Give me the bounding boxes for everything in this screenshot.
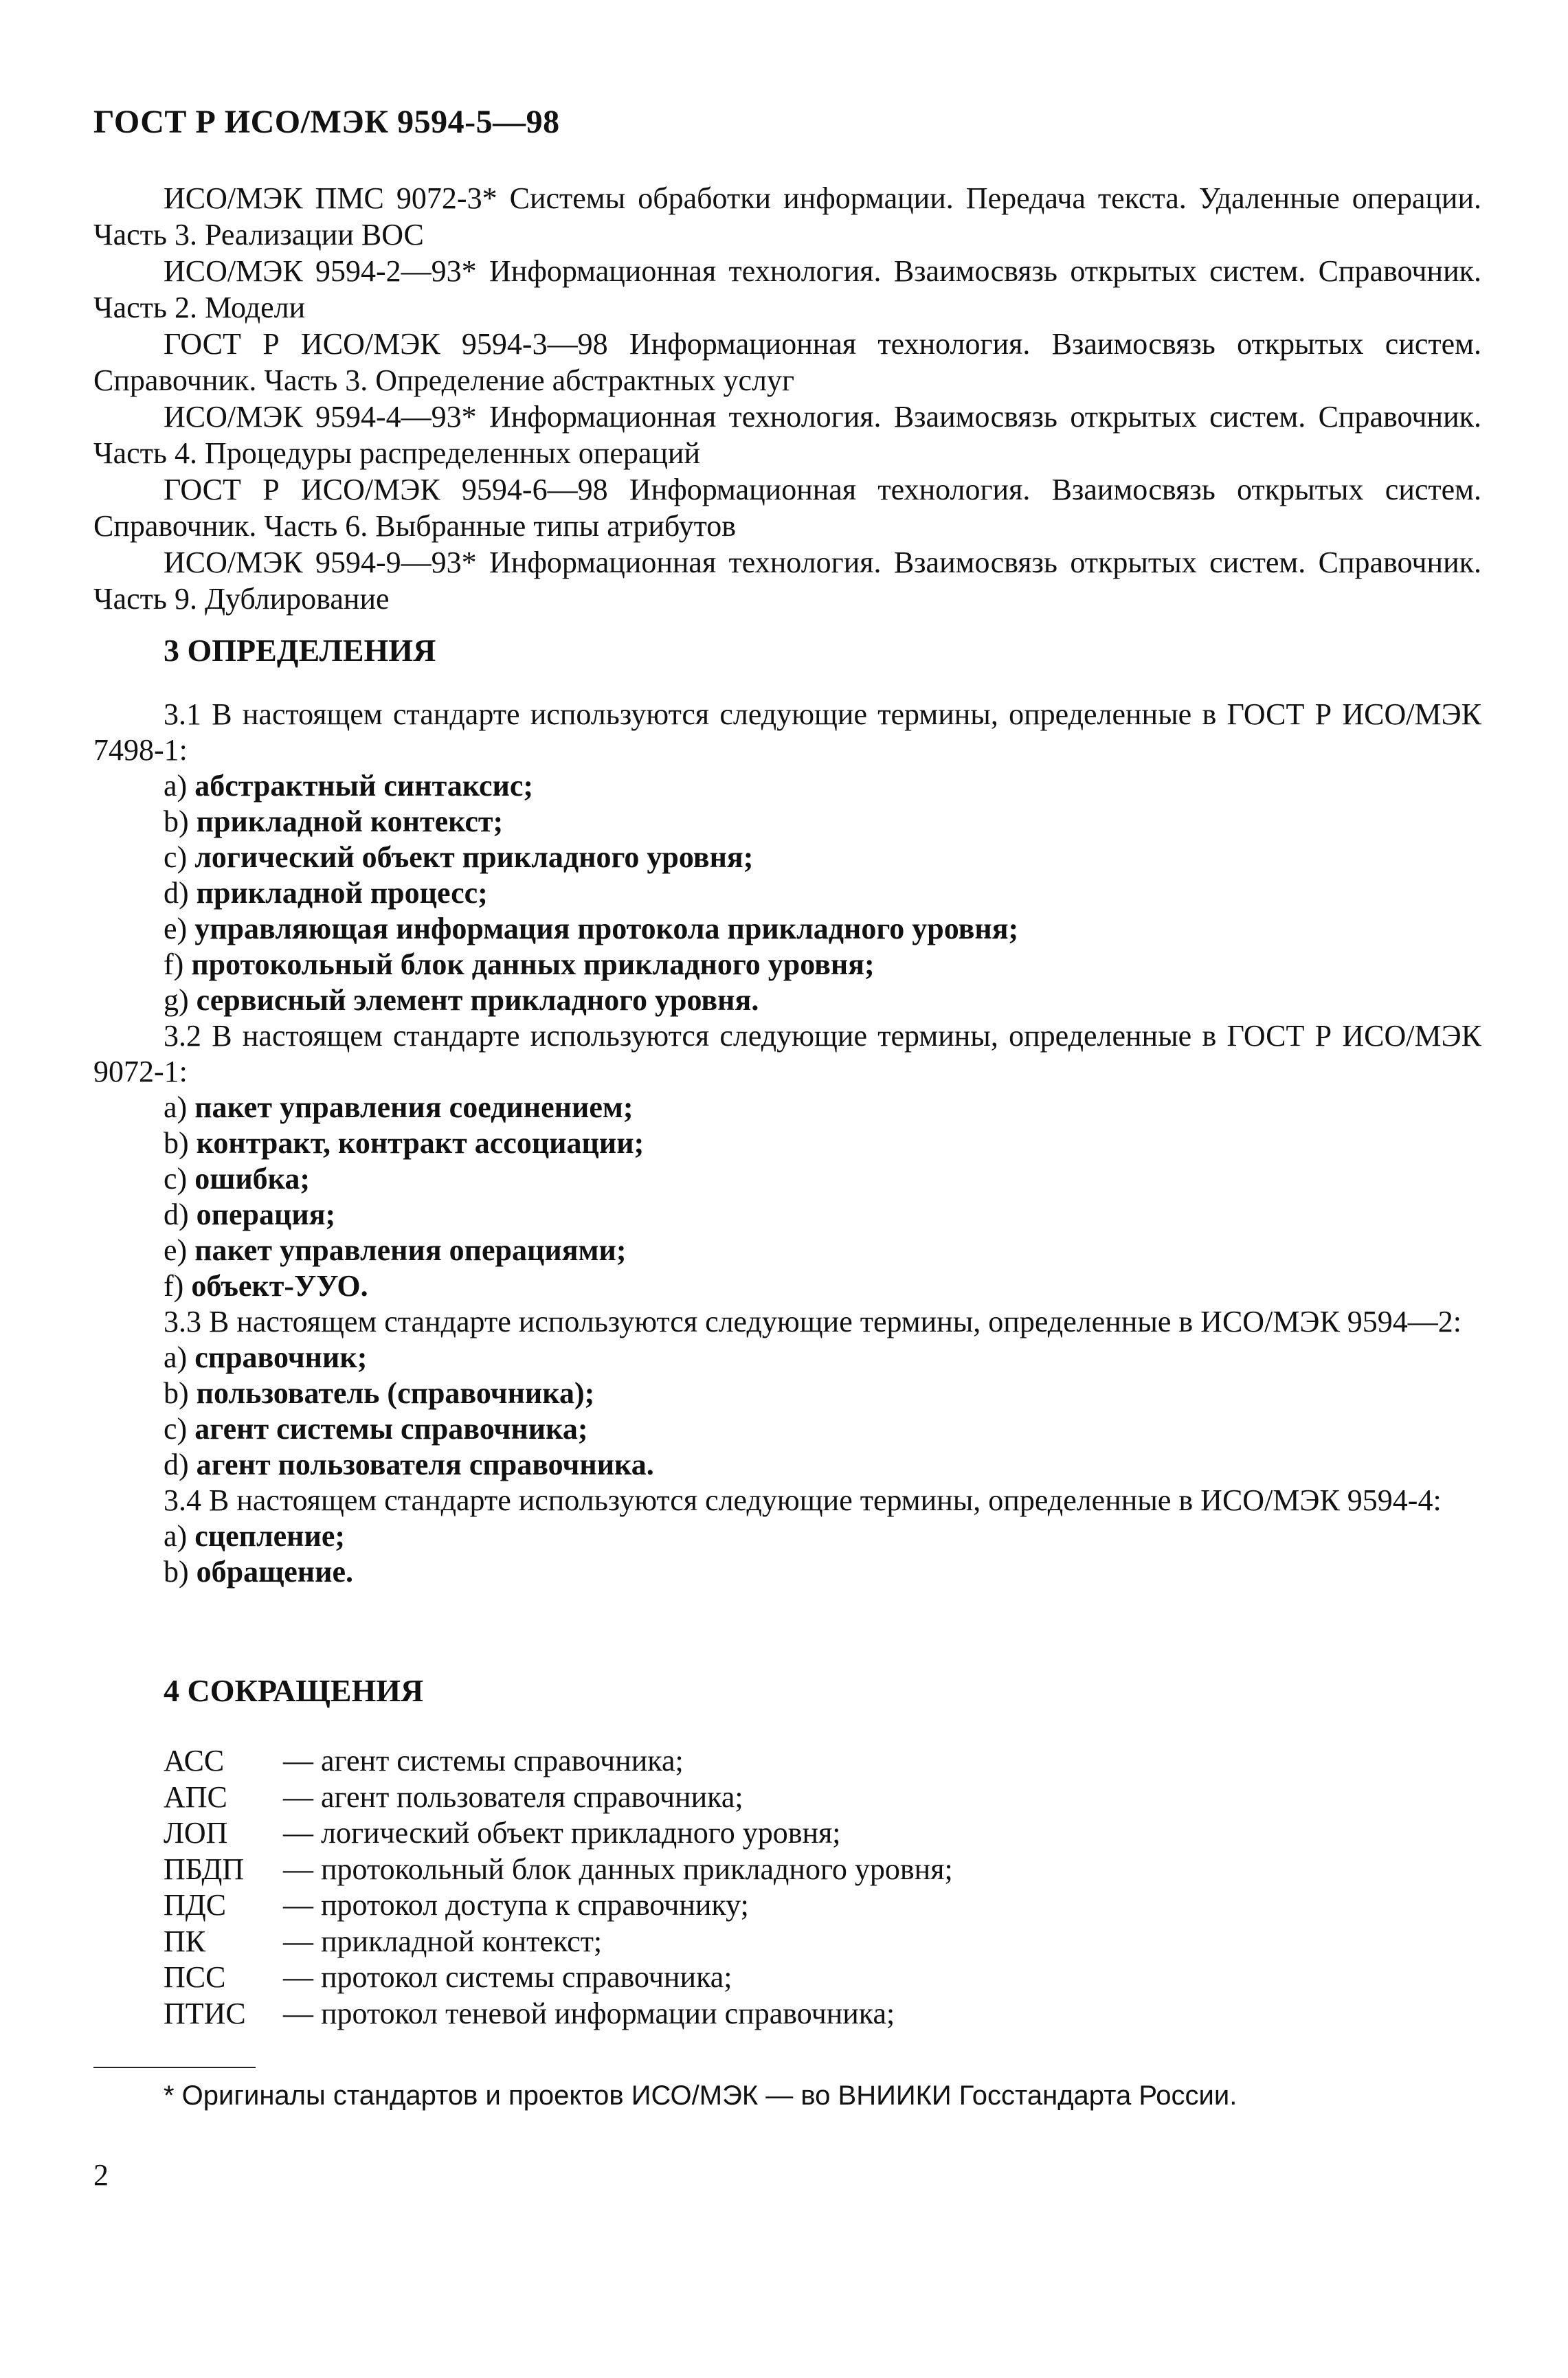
references-list [93, 180, 1481, 617]
term-text: ошибка; [194, 1162, 311, 1196]
abbreviation-text: — агент пользователя справочника; [283, 1780, 743, 1814]
clause-intro: 3.2 В настоящем стандарте используются следующие термины, определенные в ГОСТ Р ИСО/МЭК 9072-1: [93, 1019, 1481, 1088]
abbreviation-row [164, 1960, 953, 1996]
term-letter: b) [164, 805, 189, 838]
term-letter: b) [164, 1555, 189, 1589]
term-letter: b) [164, 1126, 189, 1160]
term-item [93, 840, 1481, 875]
abbreviation-row [164, 1815, 953, 1852]
abbreviation-row [164, 1780, 953, 1816]
term-item [93, 768, 1481, 804]
clause-intro: 3.1 В настоящем стандарте используются следующие термины, определенные в ГОСТ Р ИСО/МЭК 7498-1: [93, 697, 1481, 767]
term-item [93, 1554, 1481, 1590]
document-header: ГОСТ Р ИСО/МЭК 9594-5—98 [93, 104, 560, 140]
abbreviation-row [164, 1743, 953, 1780]
abbreviation-code: ПК [164, 1924, 206, 1958]
term-letter: c) [164, 840, 188, 874]
term-text: прикладной контекст; [196, 805, 504, 838]
term-letter: d) [164, 1448, 189, 1481]
term-item [93, 1340, 1481, 1376]
term-text: пользователь (справочника); [196, 1376, 595, 1410]
footnote-divider [93, 2067, 256, 2068]
term-letter: e) [164, 1233, 188, 1267]
abbreviation-code: АПС [164, 1780, 227, 1814]
definitions-block [93, 697, 1481, 1590]
term-item [93, 911, 1481, 947]
abbreviation-code: АСС [164, 1744, 225, 1777]
abbreviation-code: ЛОП [164, 1816, 228, 1850]
term-text: логический объект прикладного уровня; [194, 840, 754, 874]
term-text: абстрактный синтаксис; [194, 769, 534, 803]
term-item [93, 1197, 1481, 1233]
section-3-heading: 3 ОПРЕДЕЛЕНИЯ [164, 633, 436, 668]
term-item [93, 1125, 1481, 1161]
term-text: контракт, контракт ассоциации; [196, 1126, 645, 1160]
term-item [93, 1233, 1481, 1268]
abbreviation-row [164, 1852, 953, 1888]
abbreviation-code: ПТИС [164, 1996, 246, 2030]
term-letter: f) [164, 1269, 184, 1303]
reference-item: ГОСТ Р ИСО/МЭК 9594-3—98 Информационная технология. Взаимосвязь открытых систем. Справочник. Часть 3. Определение абстрактных услуг [93, 327, 1481, 397]
abbreviations-list [164, 1743, 953, 2032]
term-item [93, 1090, 1481, 1125]
abbreviation-text: — протокол системы справочника; [283, 1960, 732, 1994]
term-text: агент системы справочника; [194, 1412, 588, 1446]
abbreviation-code: ПБДП [164, 1852, 245, 1886]
footnote: * Оригиналы стандартов и проектов ИСО/МЭК — во ВНИИКИ Госстандарта России. [164, 2080, 1237, 2111]
abbreviation-text: — прикладной контекст; [283, 1924, 603, 1958]
clause-intro: 3.3 В настоящем стандарте используются следующие термины, определенные в ИСО/МЭК 9594—2: [164, 1305, 1462, 1338]
term-text: прикладной процесс; [196, 876, 488, 910]
term-letter: a) [164, 769, 188, 803]
term-item [93, 947, 1481, 983]
term-letter: d) [164, 876, 189, 910]
term-text: пакет управления соединением; [194, 1090, 634, 1124]
clause-intro: 3.4 В настоящем стандарте используются следующие термины, определенные в ИСО/МЭК 9594-4: [164, 1483, 1442, 1517]
abbreviation-row [164, 1924, 953, 1960]
term-text: управляющая информация протокола прикладного уровня; [194, 912, 1019, 945]
term-letter: a) [164, 1090, 188, 1124]
term-letter: a) [164, 1519, 188, 1553]
term-text: сцепление; [194, 1519, 346, 1553]
term-text: операция; [196, 1198, 336, 1231]
term-item [93, 1161, 1481, 1197]
reference-item: ИСО/МЭК 9594-2—93* Информационная технология. Взаимосвязь открытых систем. Справочник. Часть 2. Модели [93, 254, 1481, 324]
term-item [93, 1411, 1481, 1447]
term-text: пакет управления операциями; [194, 1233, 627, 1267]
term-letter: e) [164, 912, 188, 945]
term-text: сервисный элемент прикладного уровня. [196, 983, 759, 1017]
term-letter: c) [164, 1412, 188, 1446]
term-letter: a) [164, 1341, 188, 1374]
term-item [93, 875, 1481, 911]
abbreviation-text: — протокол теневой информации справочника; [283, 1996, 895, 2030]
term-text: обращение. [196, 1555, 354, 1589]
section-4-heading: 4 СОКРАЩЕНИЯ [164, 1673, 424, 1708]
abbreviation-text: — агент системы справочника; [283, 1744, 684, 1777]
page-number: 2 [93, 2158, 109, 2192]
term-letter: f) [164, 947, 184, 981]
term-item [93, 804, 1481, 840]
term-item [93, 1376, 1481, 1411]
term-item [93, 1447, 1481, 1483]
term-letter: g) [164, 983, 189, 1017]
abbreviation-row [164, 1887, 953, 1924]
abbreviation-row [164, 1996, 953, 2032]
reference-item: ИСО/МЭК 9594-4—93* Информационная технология. Взаимосвязь открытых систем. Справочник. Часть 4. Процедуры распределенных операций [93, 400, 1481, 470]
abbreviation-code: ПСС [164, 1960, 226, 1994]
term-letter: b) [164, 1376, 189, 1410]
abbreviation-text: — протокольный блок данных прикладного уровня; [283, 1852, 953, 1886]
term-item [93, 983, 1481, 1018]
term-text: протокольный блок данных прикладного уровня; [191, 947, 875, 981]
term-item [93, 1518, 1481, 1554]
term-text: объект-УУО. [191, 1269, 368, 1303]
reference-item: ГОСТ Р ИСО/МЭК 9594-6—98 Информационная технология. Взаимосвязь открытых систем. Справочник. Часть 6. Выбранные типы атрибутов [93, 473, 1481, 543]
abbreviation-code: ПДС [164, 1888, 227, 1922]
term-text: справочник; [194, 1341, 368, 1374]
reference-item: ИСО/МЭК 9594-9—93* Информационная технология. Взаимосвязь открытых систем. Справочник. Часть 9. Дублирование [93, 546, 1481, 616]
reference-item: ИСО/МЭК ПМС 9072-3* Системы обработки информации. Передача текста. Удаленные операции. Часть 3. Реализации ВОС [93, 181, 1481, 251]
term-letter: c) [164, 1162, 188, 1196]
term-text: агент пользователя справочника. [196, 1448, 654, 1481]
term-letter: d) [164, 1198, 189, 1231]
abbreviation-text: — протокол доступа к справочнику; [283, 1888, 749, 1922]
abbreviation-text: — логический объект прикладного уровня; [283, 1816, 841, 1850]
term-item [93, 1268, 1481, 1304]
